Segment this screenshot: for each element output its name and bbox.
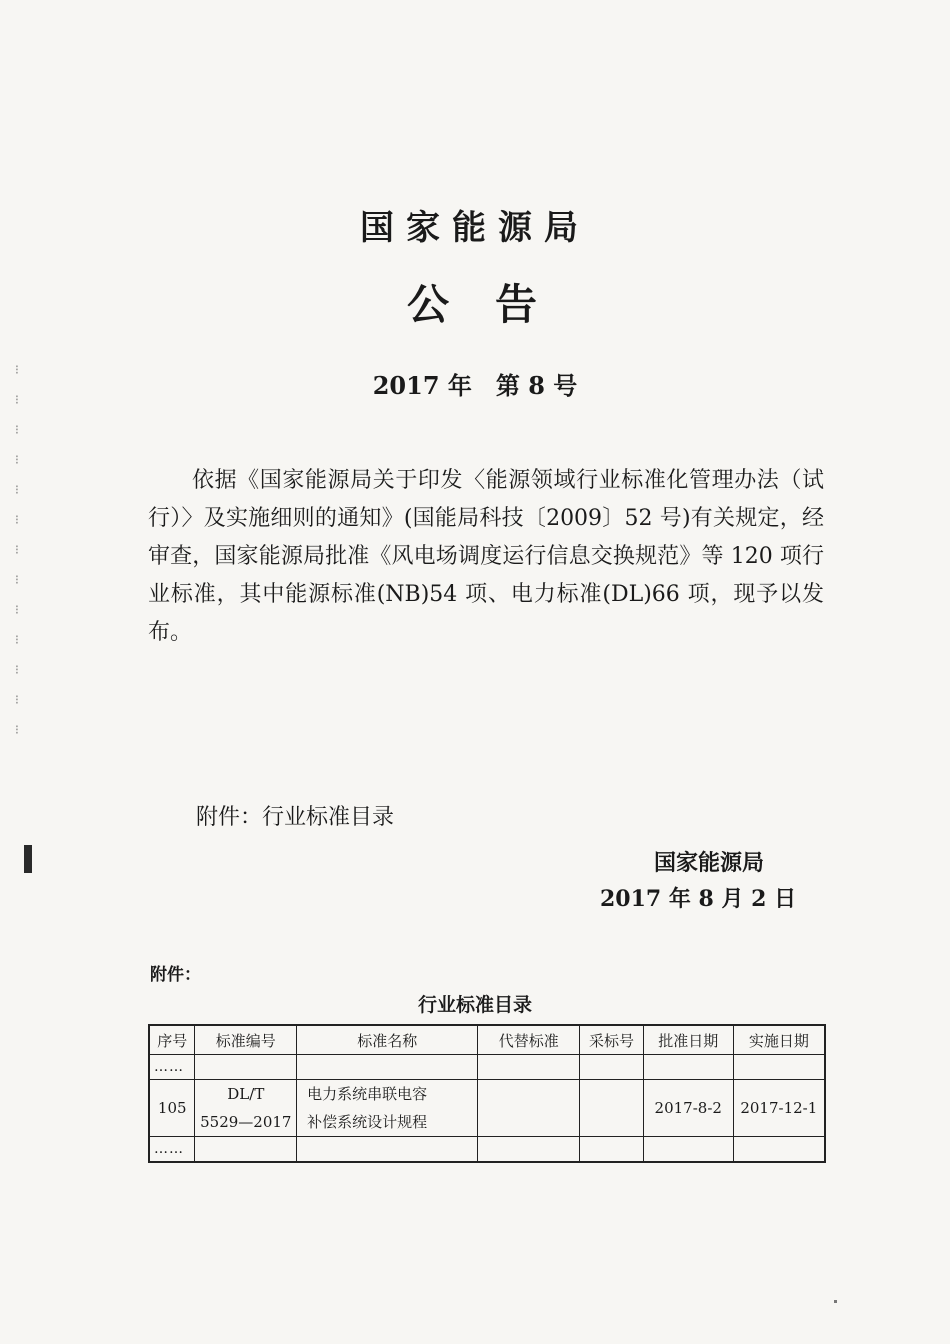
col-header-seq: 序号 [149, 1025, 195, 1055]
col-header-name: 标准名称 [297, 1025, 478, 1055]
table-row-ellipsis [149, 1055, 825, 1080]
approved-cell: 2017-8-2 [643, 1080, 733, 1137]
table-row [149, 1080, 825, 1137]
table-row-ellipsis [149, 1137, 825, 1163]
code-line-2: 5529—2017 [200, 1113, 292, 1131]
signature-org: 国家能源局 [654, 851, 765, 876]
ellipsis-cell: …… [149, 1055, 195, 1080]
faded-scan-text [148, 648, 824, 718]
effective-cell: 2017-12-1 [733, 1080, 825, 1137]
attachment-reference: 附件：行业标准目录 [196, 805, 395, 830]
binding-edge-bar [24, 845, 32, 873]
col-header-approved: 批准日期 [643, 1025, 733, 1055]
binding-edge-marks: ⁝ ⁝ ⁝ ⁝ ⁝ ⁝ ⁝ ⁝ ⁝ ⁝ ⁝ ⁝ ⁝ [14, 363, 20, 738]
attachment-label: 附件： [150, 965, 201, 985]
col-header-replaces: 代替标准 [478, 1025, 580, 1055]
col-header-adopted: 采标号 [580, 1025, 644, 1055]
scan-speck [834, 1300, 837, 1303]
seq-cell: 105 [149, 1080, 195, 1137]
col-header-code: 标准编号 [195, 1025, 297, 1055]
notice-title: 公告 [406, 280, 583, 329]
catalog-title: 行业标准目录 [417, 994, 532, 1016]
agency-title: 国家能源局 [360, 208, 590, 248]
ellipsis-cell: …… [149, 1137, 195, 1163]
name-line-1: 电力系统串联电容 [307, 1085, 428, 1103]
name-line-2: 补偿系统设计规程 [307, 1113, 428, 1131]
faded-scan-line [148, 772, 824, 788]
notice-number: 2017 年 第 8 号 [372, 371, 578, 400]
notice-body: 依据《国家能源局关于印发〈能源领域行业标准化管理办法（试行）〉及实施细则的通知》(国能局科技〔2009〕52 号)有关规定，经审查，国家能源局批准《风电场调度运行信息交换规范》等 120 项行业标准，其中能源标准(NB)54 项、电力标准(DL)66 项，现予以发布。 [148, 468, 824, 645]
code-line-1: DL/T [227, 1085, 265, 1103]
col-header-effective: 实施日期 [733, 1025, 825, 1055]
code-cell [195, 1080, 297, 1137]
name-cell [297, 1080, 478, 1137]
table-header-row [149, 1025, 825, 1055]
standards-table [148, 1024, 826, 1163]
replaces-cell [478, 1080, 580, 1137]
adopted-cell [580, 1080, 644, 1137]
signature-date: 2017 年 8 月 2 日 [600, 886, 797, 912]
